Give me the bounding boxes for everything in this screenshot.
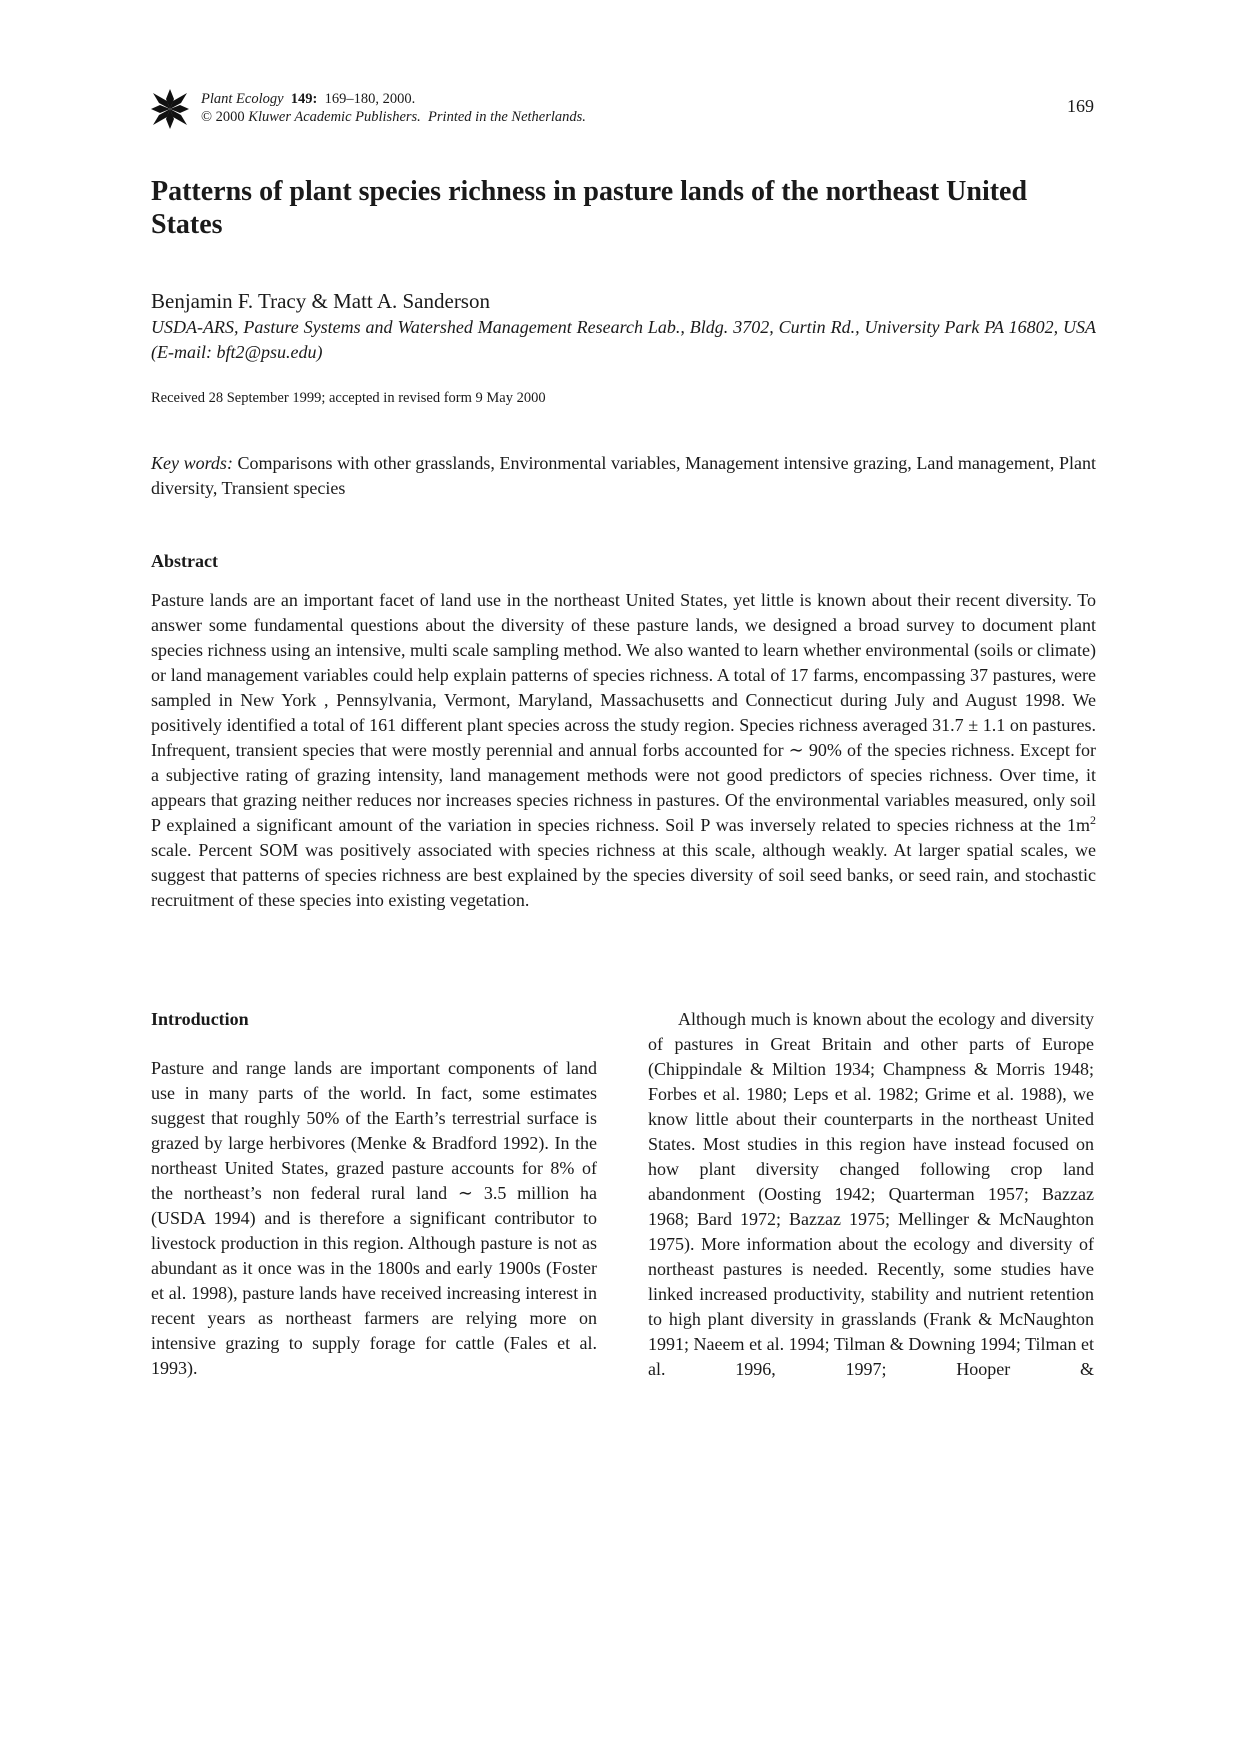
publisher-name: Kluwer Academic Publishers. (248, 109, 421, 125)
introduction-paragraph-2: Although much is known about the ecology and diversity of pastures in Great Britain and other parts of Europe (Chippindale & Miltion 1934; Champness & Morris 1948; Forbes et al. 1980; Leps et al. 1982; Grime et al. 1988), we know little about their counterparts in the northeast United States. Most studies in this region have instead focused on how plant diversity changed following crop land abandonment (Oosting 1942; Quarterman 1957; Bazzaz 1968; Bard 1972; Bazzaz 1975; Mellinger & McNaughton 1975). More information about the ecology and diversity of northeast pastures is needed. Recently, some studies have linked increased productivity, stability and nutrient retention to high plant diversity in grasslands (Frank & McNaughton 1991; Naeem et al. 1994; Tilman & Downing 1994; Tilman et al. 1996, 1997; Hooper & (648, 1009, 1094, 1379)
abstract-superscript: 2 (1090, 813, 1096, 827)
received-dates: Received 28 September 1999; accepted in revised form 9 May 2000 (151, 390, 546, 406)
abstract-heading: Abstract (151, 551, 218, 571)
journal-citation (201, 90, 586, 126)
copyright-year: © 2000 (201, 109, 245, 125)
author-affiliation: USDA-ARS, Pasture Systems and Watershed Management Research Lab., Bldg. 3702, Curtin Rd., University Park PA 16802, USA (E-mail: bft2@psu.edu) (151, 317, 1096, 362)
introduction-heading: Introduction (151, 1009, 249, 1029)
article-title: Patterns of plant species richness in pasture lands of the northeast United States (151, 176, 1028, 240)
printed-location: Printed in the Netherlands. (428, 109, 586, 125)
journal-volume: 149: (290, 91, 318, 107)
article-authors: Benjamin F. Tracy & Matt A. Sanderson (151, 289, 490, 313)
right-column (648, 1007, 1094, 1382)
abstract-text-part1: Pasture lands are an important facet of land use in the northeast United States, yet little is known about their recent diversity. To answer some fundamental questions about the diversity of these pasture lands, we designed a broad survey to document plant species richness using an intensive, multi scale sampling method. We also wanted to learn whether environmental (soils or climate) or land management variables could help explain patterns of species richness. A total of 17 farms, encompassing 37 pastures, were sampled in New York , Pennsylvania, Vermont, Maryland, Massachusetts and Connecticut during July and August 1998. We positively identified a total of 161 different plant species across the study region. Species richness averaged 31.7 ± 1.1 on pastures. Infrequent, transient species that were mostly perennial and annual forbs accounted for ∼ 90% of the species richness. Except for a subjective rating of grazing intensity, land management methods were not good predictors of species richness. Over time, it appears that grazing neither reduces nor increases species richness in pastures. Of the environmental variables measured, only soil P explained a significant amount of the variation in species richness. Soil P was inversely related to species richness at the 1m (151, 590, 1096, 835)
introduction-paragraph-1: Pasture and range lands are important components of land use in many parts of the world. In fact, some estimates suggest that roughly 50% of the Earth’s terrestrial surface is grazed by large herbivores (Menke & Bradford 1992). In the northeast United States, grazed pasture accounts for 8% of the northeast’s non federal rural land ∼ 3.5 million ha (USDA 1994) and is therefore a significant contributor to livestock production in this region. Although pasture is not as abundant as it once was in the 1800s and early 1900s (Foster et al. 1998), pasture lands have received increasing interest in recent years as northeast farmers are relying more on intensive grazing to supply forage for cattle (Fales et al. 1993). (151, 1058, 597, 1378)
page-number: 169 (1067, 96, 1094, 116)
journal-name: Plant Ecology (201, 91, 284, 107)
journal-pages-year: 169–180, 2000. (324, 91, 416, 107)
abstract-text (151, 588, 1096, 913)
abstract-text-part2: scale. Percent SOM was positively associated with species richness at this scale, although weakly. At larger spatial scales, we suggest that patterns of species richness are best explained by the species diversity of soil seed banks, or seed rain, and stochastic recruitment of these species into existing vegetation. (151, 840, 1096, 910)
keywords-list: Comparisons with other grasslands, Environmental variables, Management intensive grazing, Land management, Plant diversity, Transient species (151, 453, 1096, 498)
publisher-logo-icon (151, 89, 189, 129)
left-column (151, 1007, 597, 1381)
keywords-label: Key words: (151, 453, 233, 473)
keywords (151, 451, 1096, 501)
